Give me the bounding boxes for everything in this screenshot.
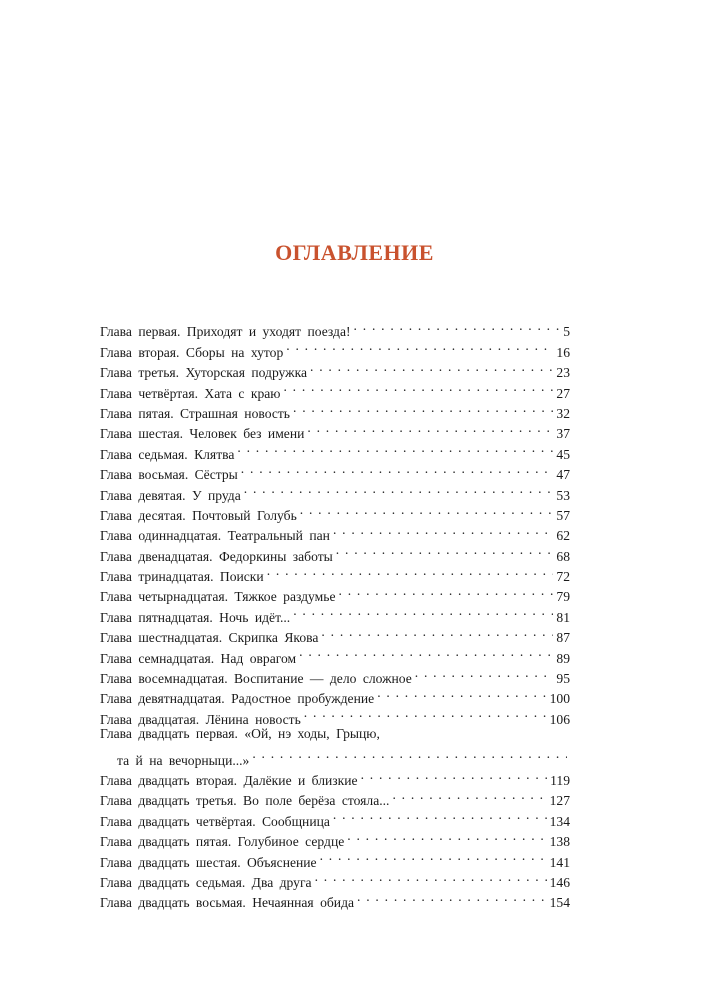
page-title: ОГЛАВЛЕНИЕ (275, 240, 434, 265)
toc-entry-title: Глава семнадцатая. Над оврагом (100, 650, 297, 666)
toc-page-number: 27 (556, 385, 570, 401)
toc-entry (100, 724, 570, 768)
toc-page-number: 134 (549, 813, 570, 829)
toc-page-number: 37 (556, 426, 570, 442)
toc-dot-leader (252, 744, 567, 764)
toc-entry (100, 316, 570, 340)
toc-dot-leader (315, 867, 547, 887)
toc-entry-title: Глава одиннадцатая. Театральный пан (100, 528, 330, 544)
toc-entry-title: Глава двадцать пятая. Голубиное сердце (100, 834, 345, 850)
toc-entry-title: Глава вторая. Сборы на хутор (100, 344, 284, 360)
toc-page-number: 72 (556, 569, 570, 585)
toc-dot-leader (286, 336, 553, 356)
toc-entry-title: Глава тринадцатая. Поиски (100, 569, 264, 585)
toc-dot-leader (320, 846, 547, 866)
toc-entry-title: Глава первая. Приходят и уходят поезда! (100, 324, 351, 340)
toc-entry-title: Глава пятнадцатая. Ночь идёт... (100, 609, 291, 625)
toc-entry-title: Глава четвёртая. Хата с краю (100, 385, 281, 401)
toc-entry-title: Глава двадцать четвёртая. Сообщница (100, 813, 330, 829)
toc-dot-leader (333, 805, 547, 825)
toc-entry-title: Глава шестнадцатая. Скрипка Якова (100, 630, 319, 646)
toc-entry-title: Глава двадцать восьмая. Нечаянная обида (100, 895, 355, 911)
toc-dot-leader (310, 357, 553, 377)
toc-dot-leader (392, 785, 546, 805)
toc-dot-leader (377, 683, 546, 703)
toc-entry-title: Глава девятнадцатая. Радостное пробуждение (100, 691, 375, 707)
toc-dot-leader (293, 601, 553, 621)
toc-page-number: 100 (549, 691, 570, 707)
toc-dot-leader (415, 663, 554, 683)
toc-dot-leader (357, 887, 547, 907)
toc-entry-line (100, 744, 570, 768)
toc-entry-title: Глава третья. Хуторская подружка (100, 365, 307, 381)
toc-entry-title: Глава двадцать шестая. Объяснение (100, 854, 317, 870)
toc-entry-title-continued: та й на вечорныци...» (117, 752, 250, 768)
toc-page-number: 127 (549, 793, 570, 809)
toc-page-number: 79 (556, 589, 570, 605)
toc-page-number: 23 (556, 365, 570, 381)
toc-entry-title: Глава четырнадцатая. Тяжкое раздумье (100, 589, 336, 605)
toc-dot-leader (361, 765, 548, 785)
toc-entry-title: Глава двадцать первая. «Ой, нэ ходы, Грыцю, (100, 725, 380, 741)
toc-page-number: 68 (556, 548, 570, 564)
toc-page-number: 47 (556, 467, 570, 483)
toc-page-number: 89 (556, 650, 570, 666)
toc-page-number: 119 (550, 772, 570, 788)
toc-page-number: 106 (549, 711, 570, 727)
toc-dot-leader (300, 500, 554, 520)
toc-dot-leader (299, 642, 553, 662)
toc-page-number: 57 (556, 507, 570, 523)
table-of-contents (100, 316, 570, 911)
toc-page-number: 138 (549, 834, 570, 850)
toc-entry-line (100, 724, 570, 744)
toc-entry-title: Глава шестая. Человек без имени (100, 426, 305, 442)
toc-page-number: 81 (556, 609, 570, 625)
toc-dot-leader (354, 316, 561, 336)
toc-entry-title: Глава двадцать седьмая. Два друга (100, 874, 312, 890)
toc-entry-title: Глава двадцать вторая. Далёкие и близкие (100, 772, 358, 788)
toc-page-number: 16 (556, 344, 570, 360)
toc-entry-title: Глава девятая. У пруда (100, 487, 241, 503)
toc-dot-leader (307, 418, 553, 438)
toc-page-number: 53 (556, 487, 570, 503)
toc-entry-title: Глава десятая. Почтовый Голубь (100, 507, 297, 523)
toc-dot-leader (339, 581, 554, 601)
toc-entry-title: Глава восемнадцатая. Воспитание — дело сложное (100, 671, 412, 687)
toc-page-number: 62 (556, 528, 570, 544)
toc-dot-leader (321, 622, 553, 642)
toc-entry-title: Глава пятая. Страшная новость (100, 405, 290, 421)
toc-dot-leader (244, 479, 554, 499)
toc-page-number: 45 (556, 446, 570, 462)
toc-page-number: 146 (549, 874, 570, 890)
toc-dot-leader (293, 398, 553, 418)
toc-dot-leader (333, 520, 553, 540)
toc-dot-leader (283, 377, 553, 397)
toc-dot-leader (267, 561, 554, 581)
toc-entry-title: Глава двадцать третья. Во поле берёза стояла... (100, 793, 390, 809)
toc-entry-title: Глава двенадцатая. Федоркины заботы (100, 548, 333, 564)
toc-entry-title: Глава двадцатая. Лёнина новость (100, 711, 301, 727)
toc-entry-title: Глава восьмая. Сёстры (100, 467, 238, 483)
toc-dot-leader (237, 438, 553, 458)
toc-page-number: 87 (556, 630, 570, 646)
toc-page-number: 154 (549, 895, 570, 911)
toc-page-number: 95 (556, 671, 570, 687)
toc-entry-title: Глава седьмая. Клятва (100, 446, 235, 462)
toc-dot-leader (241, 459, 554, 479)
toc-page-number: 141 (549, 854, 570, 870)
toc-page-number: 5 (563, 324, 570, 340)
toc-dot-leader (304, 703, 547, 723)
toc-page-number: 32 (556, 405, 570, 421)
toc-dot-leader (336, 540, 554, 560)
toc-dot-leader (347, 826, 546, 846)
